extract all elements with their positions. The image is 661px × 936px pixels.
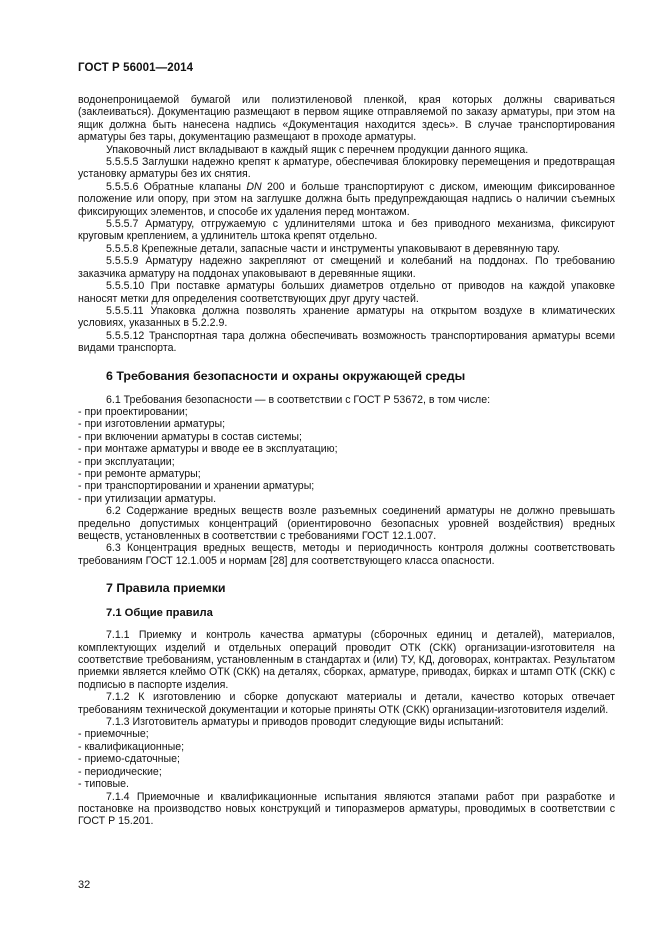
paragraph-7-1-4: 7.1.4 Приемочные и квалификационные испытания являются этапами работ при разработке и постановке на производство новых конструкций и типоразмеров арматуры, проводимых в соответствии с ГОСТ Р 15.201.	[78, 790, 615, 828]
paragraph-6-3: 6.3 Концентрация вредных веществ, методы и периодичность контроля должны соответствовать требованиям ГОСТ 12.1.005 и нормам [28] для соответствующего класса опасности.	[78, 542, 615, 567]
paragraph-7-1-3: 7.1.3 Изготовитель арматуры и приводов проводит следующие виды испытаний:	[106, 716, 504, 729]
paragraph-5-5-5-6	[78, 181, 615, 218]
page-number: 32	[78, 879, 91, 891]
document-code-header: ГОСТ Р 56001—2014	[78, 62, 194, 74]
list-item: - при включении арматуры в состав системы;	[78, 430, 302, 443]
list-item: - типовые.	[78, 778, 129, 791]
page-body	[78, 94, 615, 828]
list-item: - при транспортировании и хранении арматуры;	[78, 480, 315, 493]
paragraph-5-5-5-6-start: 5.5.5.6 Обратные клапаны	[106, 180, 247, 193]
paragraph-5-5-5-6-rest: 200 и больше транспортируют с диском, имеющим фиксированное положение или опору, при этом на заглушке должна быть предупреждающая надпись о наличии съемных фиксирующих элементов, и способе их удаления перед монтажом.	[78, 180, 615, 218]
paragraph-6-1: 6.1 Требования безопасности — в соответствии с ГОСТ Р 53672, в том числе:	[106, 393, 491, 406]
paragraph-packing-list: Упаковочный лист вкладывают в каждый ящик с перечнем продукции данного ящика.	[106, 143, 529, 156]
section-6-heading: 6 Требования безопасности и охраны окружающей среды	[106, 368, 466, 383]
list-item: - при эксплуатации;	[78, 455, 175, 468]
paragraph-5-5-5-12: 5.5.5.12 Транспортная тара должна обеспечивать возможность транспортирования арматуры всеми видами транспорта.	[78, 329, 615, 355]
paragraph-6-2: 6.2 Содержание вредных веществ возле разъемных соединений арматуры не должно превышать предельно допустимых концентраций (ориентировочно безопасных уровней воздействия) вредных веществ, установленных в соответствии с требованиями ГОСТ 12.1.007.	[78, 505, 615, 542]
paragraph-5-5-5-8: 5.5.5.8 Крепежные детали, запасные части и инструменты упаковывают в деревянную тару.	[106, 242, 560, 255]
list-item: - при ремонте арматуры;	[78, 467, 201, 480]
list-item: - квалификационные;	[78, 740, 185, 753]
paragraph-5-5-5-9: 5.5.5.9 Арматуру надежно закрепляют от смещений и колебаний на поддонах. По требованию заказчика арматуру на поддонах упаковывают в деревянные ящики.	[78, 255, 615, 280]
paragraph-5-5-5-7: 5.5.5.7 Арматуру, отгружаемую с удлинителями штока и без приводного механизма, фиксируют круговым креплением, а удлинитель штока крепят отдельно.	[78, 218, 615, 243]
list-item: - приемочные;	[78, 728, 149, 741]
paragraph-documentation-packing: водонепроницаемой бумагой или полиэтиленовой пленкой, края которых должны свариваться (заклеиваться). Документацию размещают в первом ящике отправляемой по заказу арматуры, при этом на ящик должна быть нанесена надпись «Документация находится здесь». В случае транспортирования арматуры без тары, документацию размещают в проходе арматуры.	[78, 94, 615, 144]
nominal-diameter-symbol: DN	[246, 180, 262, 193]
paragraph-7-1-1: 7.1.1 Приемку и контроль качества арматуры (сборочных единиц и деталей), материалов, комплектующих изделий и отдельных операций проводит ОТК (СКК) организации-изготовителя на соответствие требованиям, установленным в стандартах и (или) ТУ, КД, договорах, контрактах. Результатом приемки является клеймо ОТК (СКК) на деталях, сборках, арматуре, приводах, бирках и штамп ОТК (СКК) с подписью в паспорте изделия.	[78, 629, 615, 691]
paragraph-5-5-5-11: 5.5.5.11 Упаковка должна позволять хранение арматуры на открытом воздухе в климатических условиях, указанных в 5.2.2.9.	[78, 304, 615, 330]
list-item: - при утилизации арматуры.	[78, 492, 217, 505]
list-item: - при монтаже арматуры и вводе ее в эксплуатацию;	[78, 443, 338, 456]
section-7-heading: 7 Правила приемки	[106, 581, 226, 596]
list-item: - приемо-сдаточные;	[78, 753, 180, 766]
paragraph-7-1-2: 7.1.2 К изготовлению и сборке допускают материалы и детали, качество которых отвечает требованиям технической документации и которые приняты ОТК (СКК) организации-изготовителя изделий.	[78, 691, 615, 716]
paragraph-5-5-5-5: 5.5.5.5 Заглушки надежно крепят к арматуре, обеспечивая блокировку перемещения и предотвращая установку арматуры без их снятия.	[78, 156, 615, 181]
list-item: - при изготовлении арматуры;	[78, 418, 226, 431]
subsection-7-1-heading: 7.1 Общие правила	[106, 607, 213, 620]
list-item: - при проектировании;	[78, 405, 188, 418]
paragraph-5-5-5-10: 5.5.5.10 При поставке арматуры больших диаметров отдельно от приводов на каждой упаковке наносят метки для определения соответствующих друг другу частей.	[78, 280, 615, 305]
list-item: - периодические;	[78, 765, 162, 778]
